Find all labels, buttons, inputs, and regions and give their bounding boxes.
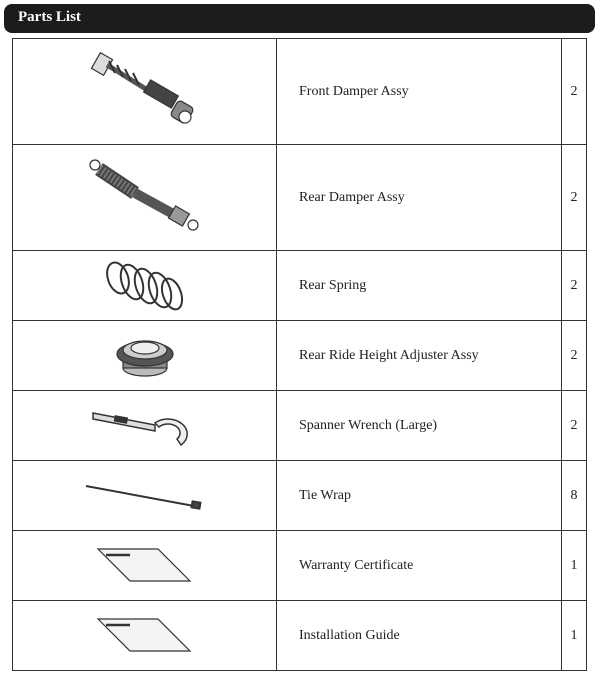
part-qty: 1 (562, 531, 587, 601)
part-name: Rear Damper Assy (277, 145, 562, 251)
part-name: Tie Wrap (277, 461, 562, 531)
height-adjuster-icon (110, 326, 180, 386)
parts-list-header (4, 4, 595, 33)
part-qty: 8 (562, 461, 587, 531)
table-row (13, 145, 587, 251)
parts-table (12, 38, 587, 671)
part-qty: 2 (562, 251, 587, 321)
table-row (13, 531, 587, 601)
guide-icon (90, 613, 200, 658)
part-qty: 2 (562, 321, 587, 391)
table-row (13, 601, 587, 671)
front-damper-icon (75, 47, 215, 137)
part-qty: 2 (562, 145, 587, 251)
header-title: Parts List (18, 9, 81, 25)
part-qty: 1 (562, 601, 587, 671)
rear-damper-icon (75, 153, 215, 243)
table-row (13, 39, 587, 145)
table-row (13, 391, 587, 461)
spanner-wrench-icon (85, 401, 205, 451)
spring-icon (100, 258, 190, 313)
table-row (13, 321, 587, 391)
part-name: Rear Ride Height Adjuster Assy (277, 321, 562, 391)
table-row (13, 251, 587, 321)
part-name: Front Damper Assy (277, 39, 562, 145)
part-name: Warranty Certificate (277, 531, 562, 601)
part-name: Rear Spring (277, 251, 562, 321)
certificate-icon (90, 543, 200, 588)
part-name: Installation Guide (277, 601, 562, 671)
tie-wrap-icon (80, 476, 210, 516)
part-qty: 2 (562, 391, 587, 461)
table-row (13, 461, 587, 531)
part-name: Spanner Wrench (Large) (277, 391, 562, 461)
part-qty: 2 (562, 39, 587, 145)
